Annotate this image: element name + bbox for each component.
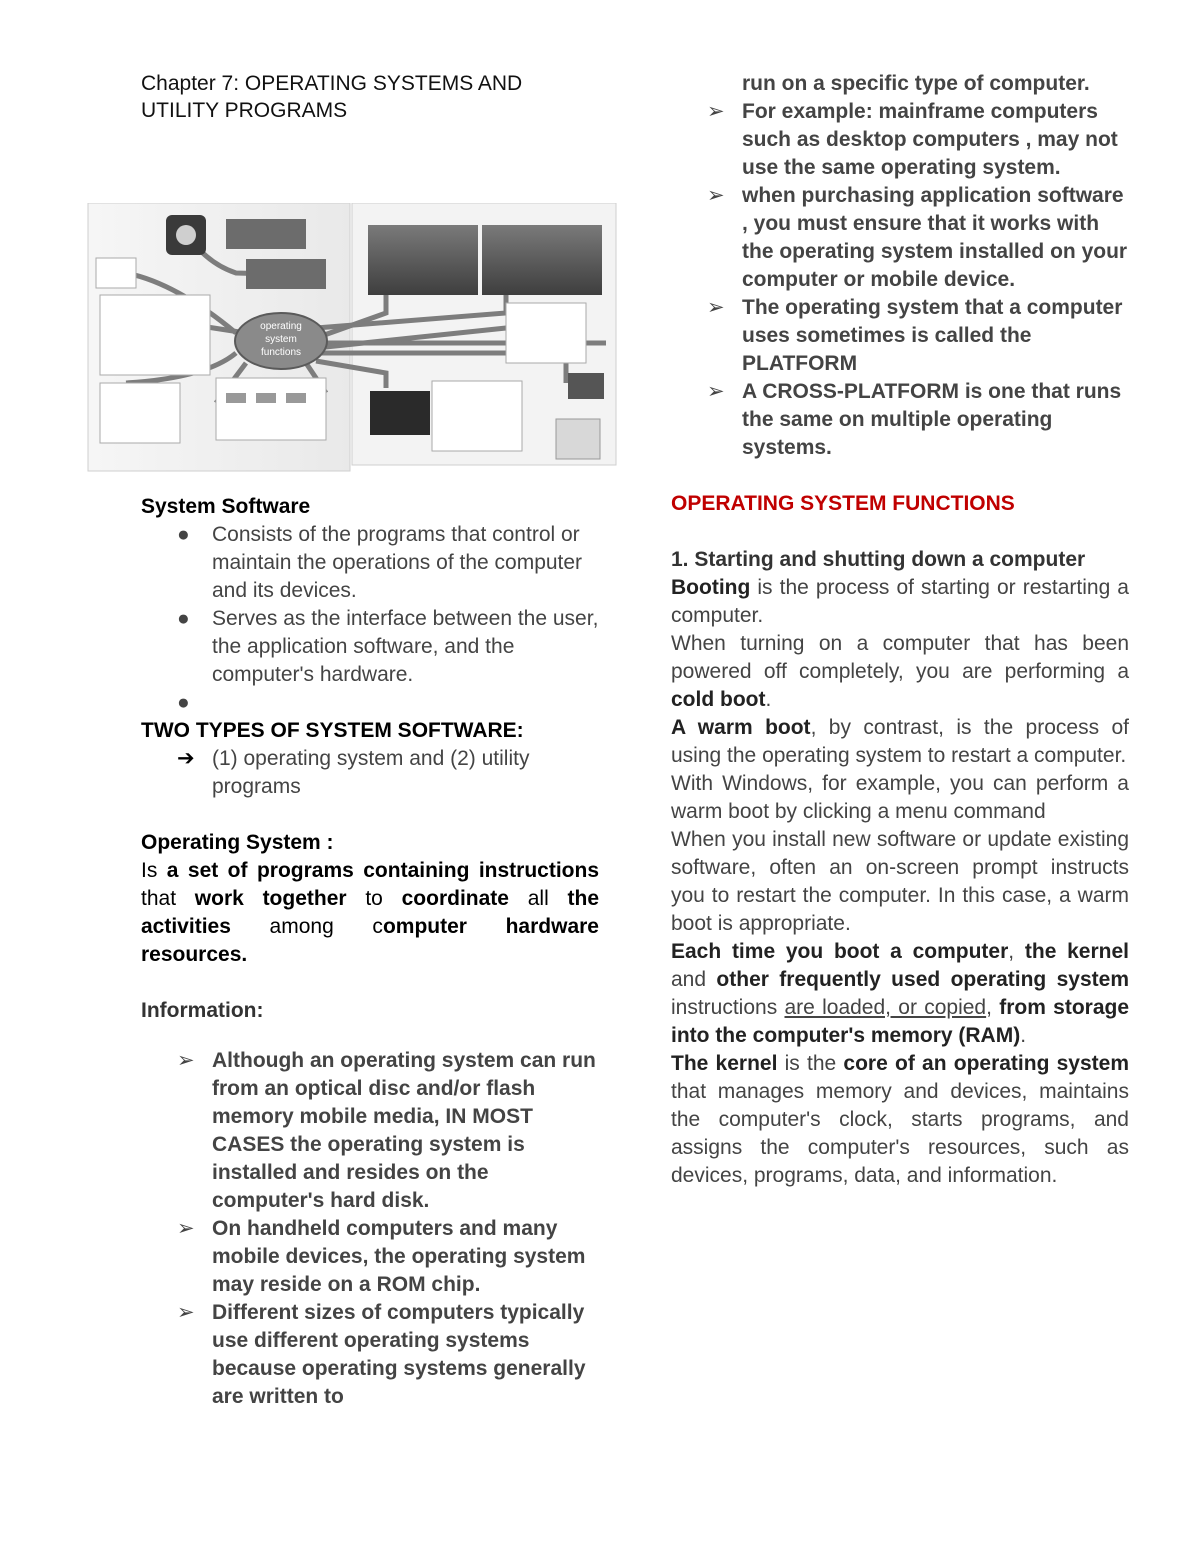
information-list xyxy=(141,1047,599,1411)
list-item: ● Consists of the programs that control or maintain the operations of the computer and its devices. xyxy=(177,523,583,602)
list-item: ➔ (1) operating system and (2) utility programs xyxy=(177,747,530,798)
information-heading: Information: xyxy=(141,999,264,1022)
figure-panel-1 xyxy=(96,258,136,288)
figure-box-1 xyxy=(226,219,306,249)
arrowhead-icon: ➢ xyxy=(177,1301,195,1324)
figure-panel-3 xyxy=(100,383,180,443)
operating-system-heading: Operating System : xyxy=(141,831,334,854)
figure-window xyxy=(432,381,522,451)
kernel-definition-paragraph: The kernel is the core of an operating system that manages memory and devices, maintains the computer's clock, starts programs, and assigns the computer's resources, such as devices, programs, data, and information. xyxy=(671,1052,1129,1187)
list-item: ● Serves as the interface between the user, the application software, and the computer's hardware. xyxy=(177,607,599,686)
arrowhead-icon: ➢ xyxy=(177,1217,195,1240)
warm-boot-paragraph: A warm boot, by contrast, is the process of using the operating system to restart a computer. xyxy=(671,716,1130,767)
list-item: ➢ On handheld computers and many mobile devices, the operating system may reside on a ROM chip. xyxy=(177,1217,586,1296)
cold-boot-paragraph: When turning on a computer that has been powered off completely, you are performing a cold boot. xyxy=(671,632,1129,711)
list-item: ➢ For example: mainframe computers such as desktop computers , may not use the same operating system. xyxy=(707,100,1118,179)
title-line-2: UTILITY PROGRAMS xyxy=(141,99,348,122)
list-item: run on a specific type of computer. xyxy=(742,72,1090,95)
figure-dialog xyxy=(506,303,586,363)
kernel-load-paragraph: Each time you boot a computer, the kernel and other frequently used operating system instructions are loaded, or copied, from storage into the computer's memory (RAM). xyxy=(671,940,1130,1047)
operating-system-definition: Is a set of programs containing instructions that work together to coordinate all the activities among computer hardware resources. xyxy=(141,859,600,966)
arrowhead-icon: ➢ xyxy=(707,380,725,403)
list-item: ➢ Although an operating system can run from an optical disc and/or flash memory mobile media, IN MOST CASES the operating system is installed and resides on the computer's hard disk. xyxy=(177,1049,596,1212)
left-column xyxy=(141,70,599,124)
booting-paragraph: Booting is the process of starting or restarting a computer. xyxy=(671,576,1129,627)
two-types-heading: TWO TYPES OF SYSTEM SOFTWARE: xyxy=(141,719,524,742)
list-item: ➢ A CROSS-PLATFORM is one that runs the same on multiple operating systems. xyxy=(707,380,1122,459)
list-item: ➢ Different sizes of computers typically use different operating systems because operating systems generally are written to xyxy=(177,1301,586,1408)
system-software-list xyxy=(141,521,599,717)
list-item: ➢ The operating system that a computer uses sometimes is called the PLATFORM xyxy=(707,296,1123,375)
figure-panel-2 xyxy=(100,295,210,375)
figure-laptop xyxy=(568,373,604,399)
system-software-heading: System Software xyxy=(141,495,311,518)
arrow-right-icon: ➔ xyxy=(177,747,195,770)
two-types-list xyxy=(141,745,599,801)
left-body xyxy=(141,493,599,1411)
bullet-icon: ● xyxy=(177,607,190,630)
svg-text:functions: functions xyxy=(260,347,302,358)
os-functions-figure xyxy=(86,203,618,475)
title-line-1: Chapter 7: OPERATING SYSTEMS AND xyxy=(141,72,523,95)
figure-screenshot-2 xyxy=(482,225,602,295)
figure-box-2 xyxy=(246,259,326,289)
install-paragraph: When you install new software or update existing software, often an on-screen prompt instructs you to restart the computer. In this case, a warm boot is appropriate. xyxy=(671,828,1129,935)
arrowhead-icon: ➢ xyxy=(177,1049,195,1072)
svg-text:system: system xyxy=(265,334,297,345)
platform-list xyxy=(671,70,1129,462)
arrowhead-icon: ➢ xyxy=(707,296,725,319)
figure-printer xyxy=(556,419,600,459)
figure-panel-4 xyxy=(216,378,326,440)
figure-screenshot-3 xyxy=(370,391,430,435)
bullet-icon: ● xyxy=(177,523,190,546)
functions-heading: OPERATING SYSTEM FUNCTIONS xyxy=(671,492,1015,515)
figure-screenshot-1 xyxy=(368,225,478,295)
list-item xyxy=(141,689,599,717)
windows-paragraph: With Windows, for example, you can perform a warm boot by clicking a menu command xyxy=(671,772,1129,823)
right-column xyxy=(671,70,1129,1190)
arrowhead-icon: ➢ xyxy=(707,100,725,123)
list-item: ➢ when purchasing application software , you must ensure that it works with the operating system installed on your computer or mobile device. xyxy=(707,184,1128,291)
arrowhead-icon: ➢ xyxy=(707,184,725,207)
bullet-icon: ● xyxy=(177,691,190,714)
page-title xyxy=(141,70,599,124)
figure-center-label: operating xyxy=(260,321,302,332)
functions-subheading: 1. Starting and shutting down a computer xyxy=(671,548,1086,571)
